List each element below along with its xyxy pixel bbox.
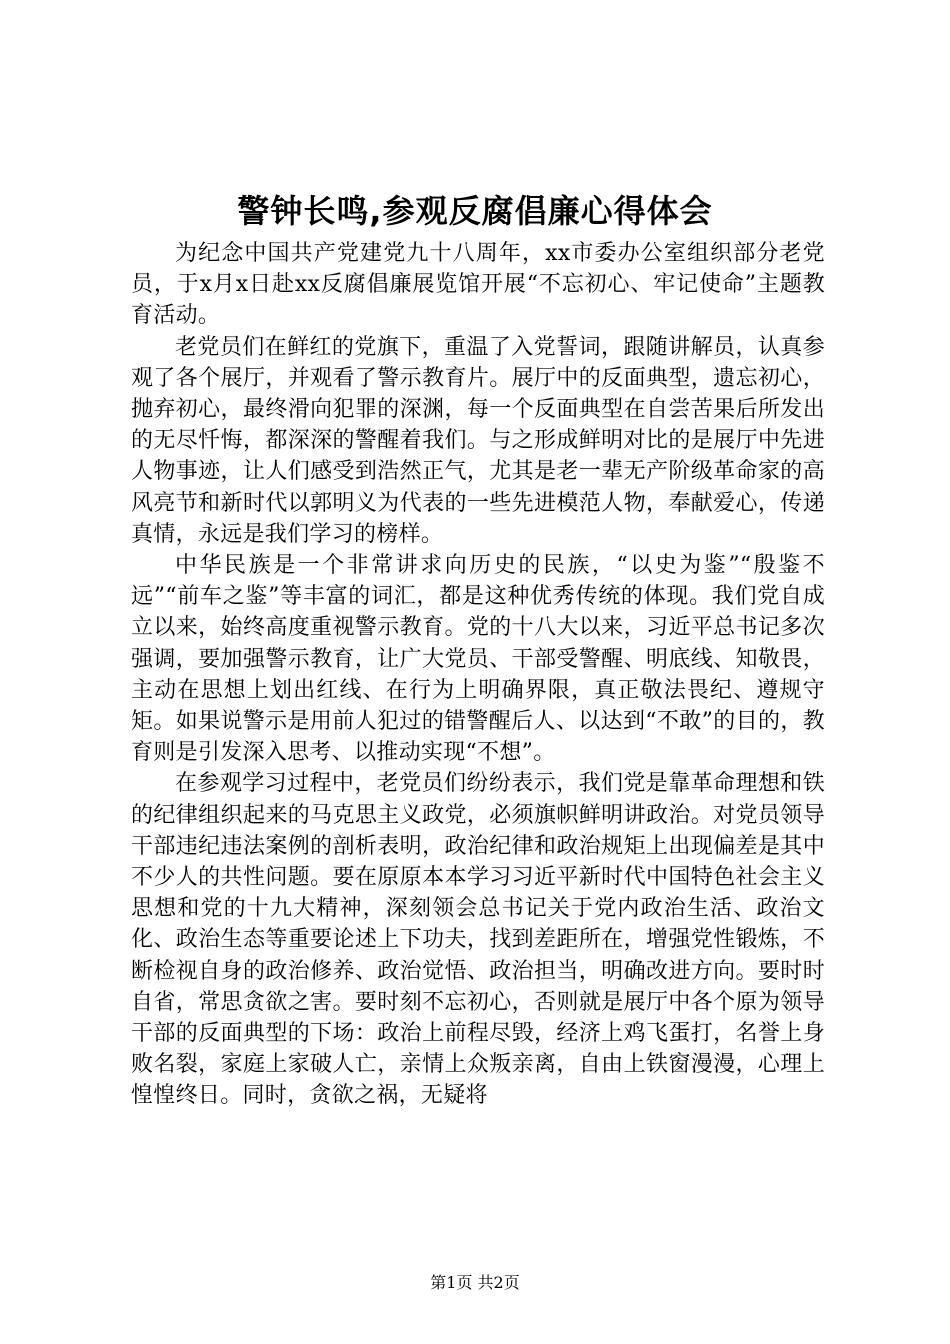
document-body [131,238,825,1112]
paragraph-3: 中华民族是一个非常讲求向历史的民族，“以史为鉴”“殷鉴不远”“前车之鉴”等丰富的词汇，都是这种优秀传统的体现。我们党自成立以来，始终高度重视警示教育。党的十八大以来，习近平总书记多次强调，要加强警示教育，让广大党员、干部受警醒、明底线、知敬畏，主动在思想上划出红线、在行为上明确界限，真正敬法畏纪、遵规守矩。如果说警示是用前人犯过的错警醒后人、以达到“不敢”的目的，教育则是引发深入思考、以推动实现“不想”。 [131,553,825,766]
paragraph-4: 在参观学习过程中，老党员们纷纷表示，我们党是靠革命理想和铁的纪律组织起来的马克思主义政党，必须旗帜鲜明讲政治。对党员领导干部违纪违法案例的剖析表明，政治纪律和政治规矩上出现偏差是其中不少人的共性问题。要在原原本本学习习近平新时代中国特色社会主义思想和党的十九大精神，深刻领会总书记关于党内政治生活、政治文化、政治生态等重要论述上下功夫，找到差距所在，增强党性锻炼，不断检视自身的政治修养、政治觉悟、政治担当，明确改进方向。要时时自省，常思贪欲之害。要时刻不忘初心，否则就是展厅中各个原为领导干部的反面典型的下场：政治上前程尽毁，经济上鸡飞蛋打，名誉上身败名裂，家庭上家破人亡，亲情上众叛亲离，自由上铁窗漫漫，心理上惶惶终日。同时，贪欲之祸，无疑将 [131,771,825,1109]
paragraph-2: 老党员们在鲜红的党旗下，重温了入党誓词，跟随讲解员，认真参观了各个展厅，并观看了警示教育片。展厅中的反面典型，遗忘初心，抛弃初心，最终滑向犯罪的深渊，每一个反面典型在自尝苦果后所发出的无尽忏悔，都深深的警醒着我们。与之形成鲜明对比的是展厅中先进人物事迹，让人们感受到浩然正气，尤其是老一辈无产阶级革命家的高风亮节和新时代以郭明义为代表的一些先进模范人物，奉献爱心，传递真情，永远是我们学习的榜样。 [131,334,825,547]
paragraph-1: 为纪念中国共产党建党九十八周年，xx市委办公室组织部分老党员，于x月x日赴xx反腐倡廉展览馆开展“不忘初心、牢记使命”主题教育活动。 [131,241,825,329]
document-title: 警钟长鸣,参观反腐倡廉心得体会 [237,192,713,230]
page-footer: 第1页 共2页 [430,1273,520,1292]
